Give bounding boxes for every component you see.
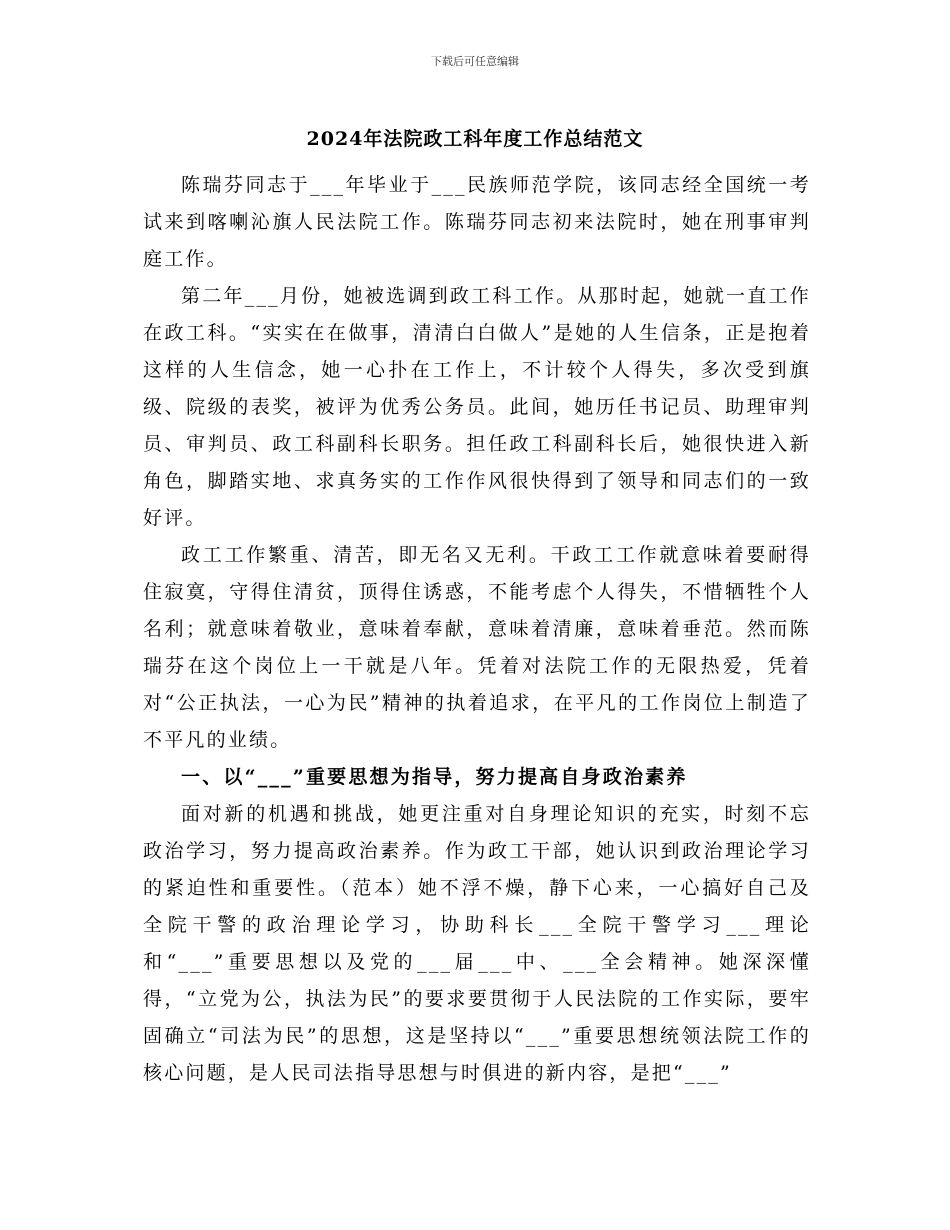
paragraph-3: 政工工作繁重、清苦，即无名又无利。干政工工作就意味着要耐得住寂寞，守得住清贫，顶得住诱惑，不能考虑个人得失，不惜牺牲个人名利；就意味着敬业，意味着奉献，意味着清廉，意味着垂范。然而陈瑞芬在这个岗位上一干就是八年。凭着对法院工作的无限热爱，凭着对“公正执法，一心为民”精神的执着追求，在平凡的工作岗位上制造了不平凡的业绩。 xyxy=(143,544,811,751)
paragraph-2: 第二年___月份，她被选调到政工科工作。从那时起，她就一直工作在政工科。“实实在在做事，清清白白做人”是她的人生信条，正是抱着这样的人生信念，她一心扑在工作上，不计较个人得失，多次受到旗级、院级的表奖，被评为优秀公务员。此间，她历任书记员、助理审判员、审判员、政工科副科长职务。担任政工科副科长后，她很快进入新角色，脚踏实地、求真务实的工作作风很快得到了领导和同志们的一致好评。 xyxy=(143,285,811,529)
section-heading: 一、以“___”重要思想为指导，努力提高自身政治素养 xyxy=(181,766,688,788)
header-note: 下载后可任意编辑 xyxy=(431,55,519,68)
document-title: 2024年法院政工科年度工作总结范文 xyxy=(306,128,644,150)
paragraph-1: 陈瑞芬同志于___年毕业于___民族师范学院，该同志经全国统一考试来到喀喇沁旗人民法院工作。陈瑞芬同志初来法院时，她在刑事审判庭工作。 xyxy=(143,174,811,270)
section-paragraph-1: 面对新的机遇和挑战，她更注重对自身理论知识的充实，时刻不忘政治学习，努力提高政治素养。作为政工干部，她认识到政治理论学习的紧迫性和重要性。（范本）她不浮不燥，静下心来，一心搞好自己及全院干警的政治理论学习，协助科长___全院干警学习___理论和“___”重要思想以及党的___届___中、___全会精神。她深深懂得，“立党为公，执法为民”的要求要贯彻于人民法院的工作实际，要牢固确立“司法为民”的思想，这是坚持以“___”重要思想统领法院工作的核心问题，是人民司法指导思想与时俱进的新内容，是把“___” xyxy=(143,803,811,1084)
document-body xyxy=(143,167,811,1092)
